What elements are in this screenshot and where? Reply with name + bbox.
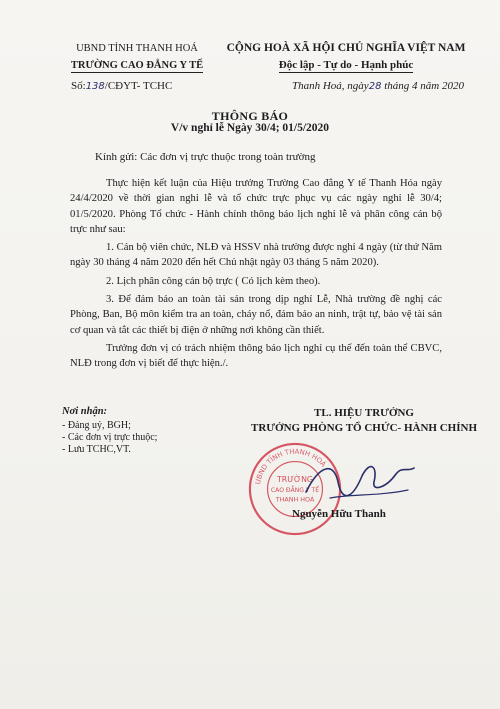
national-header xyxy=(216,41,476,73)
issuer-header xyxy=(62,42,212,73)
document-date xyxy=(292,80,464,92)
signer-name: Nguyễn Hữu Thanh xyxy=(292,508,386,520)
document-number xyxy=(71,80,172,92)
document-subject: V/v nghỉ lễ Ngày 30/4; 01/5/2020 xyxy=(170,122,330,134)
body-paragraph: Trưởng đơn vị có trách nhiệm thông báo lịch nghỉ cụ thể đến toàn thể CBVC, NLĐ trong đơn vị biết để thực hiện./. xyxy=(70,342,442,370)
signature-block xyxy=(244,407,484,434)
doc-number-suffix: /CĐYT- TCHC xyxy=(104,80,173,92)
stamp-line: CAO ĐẲNG Y TẾ xyxy=(270,486,320,494)
document-title: THÔNG BÁO xyxy=(211,109,289,123)
recipient-line: - Các đơn vị trực thuộc; xyxy=(62,432,158,443)
recipient-line: - Lưu TCHC,VT. xyxy=(62,444,131,455)
body-paragraph: 1. Cán bộ viên chức, NLĐ và HSSV nhà trường được nghỉ 4 ngày (từ thứ Năm ngày 30 tháng 4 năm 2020 đến hết Chủ nhật ngày 03 tháng 5 năm 2020). xyxy=(70,242,442,269)
nation-name: CỘNG HOÀ XÃ HỘI CHỦ NGHĨA VIỆT NAM xyxy=(226,42,466,54)
date-suffix: tháng 4 năm 2020 xyxy=(384,80,464,92)
issuer-school: TRƯỜNG CAO ĐẲNG Y TẾ xyxy=(70,60,204,71)
body-paragraph: Thực hiện kết luận của Hiệu trưởng Trường Cao đẳng Y tế Thanh Hóa ngày 24/4/2020 về thời gian nghỉ lễ và tổ chức trực phục vụ các ngày nghỉ lễ 30/4; 01/5/2020. Phòng Tổ chức - Hành chính thông báo lịch nghỉ lễ và phân công cán bộ trực như sau: xyxy=(70,178,442,235)
doc-number-handwritten: 138 xyxy=(85,81,105,92)
recipients-title: Nơi nhận: xyxy=(62,406,108,417)
date-handwritten-day: 28 xyxy=(368,81,382,92)
national-motto: Độc lập - Tự do - Hạnh phúc xyxy=(278,59,414,71)
recipient-line: - Đảng uỷ, BGH; xyxy=(62,420,131,431)
body-paragraph: 3. Để đảm bảo an toàn tài sản trong dịp nghỉ Lễ, Nhà trường đề nghị các Phòng, Ban, Bộ môn kiểm tra an toàn, cháy nổ, đảm bảo an ninh, trật tự, bảo vệ tài sản cơ quan và tắt các thiết bị điện ở những nơi không cần thiết. xyxy=(70,294,442,336)
doc-number-prefix: Số: xyxy=(71,80,86,92)
signature-title: TRƯỞNG PHÒNG TỔ CHỨC- HÀNH CHÍNH xyxy=(250,422,477,434)
document-body xyxy=(70,176,442,375)
stamp-ring-text: UBND TỈNH THANH HOÁ xyxy=(254,447,328,485)
date-prefix: Thanh Hoá, ngày xyxy=(292,80,369,92)
body-paragraph: 2. Lịch phân công cán bộ trực ( Có lịch kèm theo). xyxy=(106,275,321,287)
recipients-block xyxy=(62,406,157,456)
stamp-line: TRƯỜNG xyxy=(276,475,314,485)
addressee: Kính gửi: Các đơn vị trực thuộc trong toàn trường xyxy=(95,151,316,163)
stamp-line: THANH HOÁ xyxy=(275,495,315,504)
issuer-org: UBND TỈNH THANH HOÁ xyxy=(76,43,198,54)
handwritten-signature-icon xyxy=(300,452,420,512)
signature-authority: TL. HIỆU TRƯỞNG xyxy=(314,407,414,419)
